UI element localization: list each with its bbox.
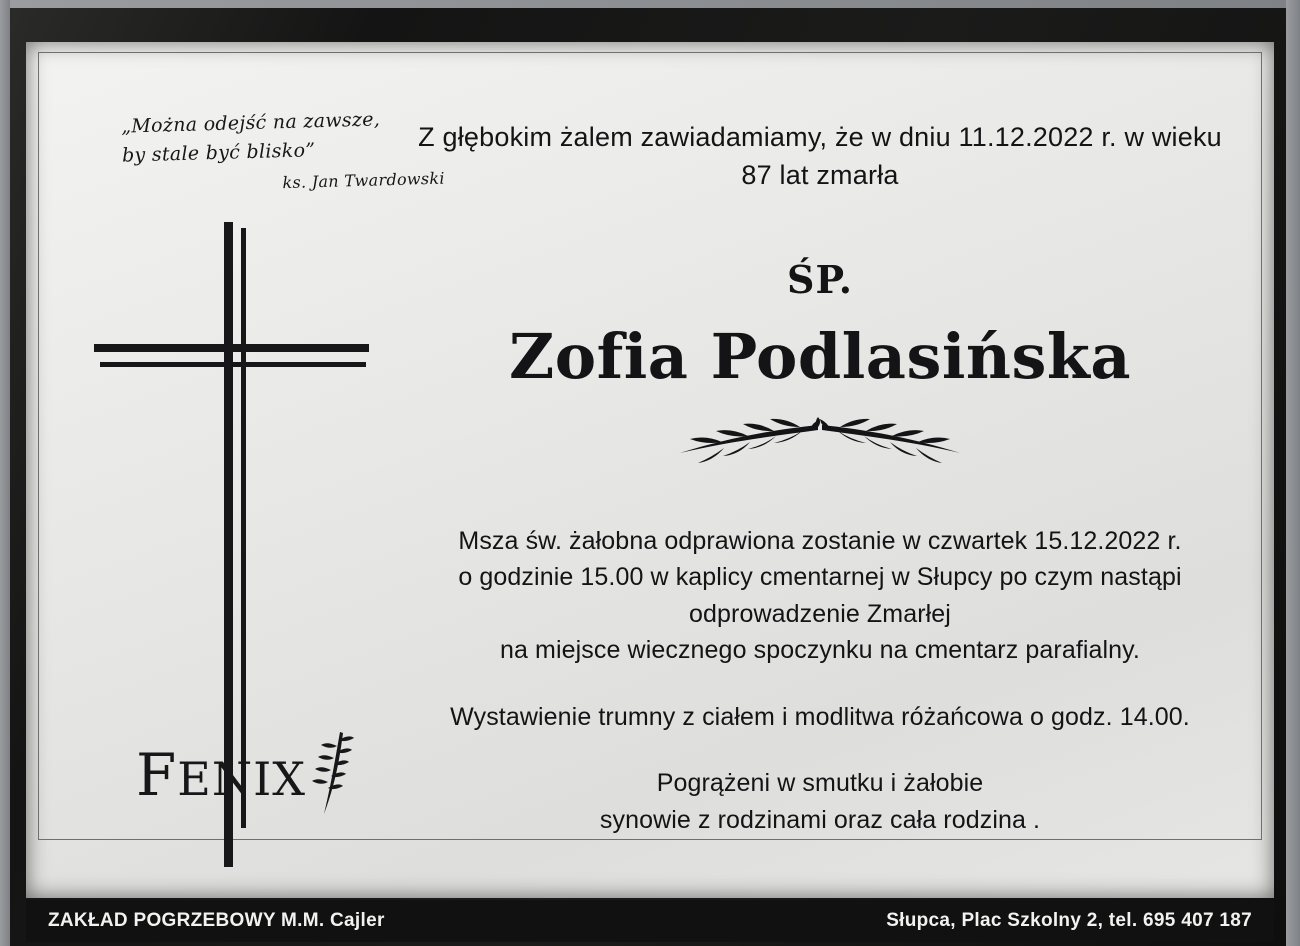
fenix-initial: F xyxy=(136,741,178,809)
intro-paragraph xyxy=(406,118,1234,195)
intro-line-1: Z głębokim żalem zawiadamiamy, xyxy=(418,122,828,152)
service-p1-line-2: o godzinie 15.00 w kaplicy cmentarnej w Słupcy po czym nastąpi xyxy=(458,563,1182,592)
service-p1-line-3: odprowadzenie Zmarłej xyxy=(689,599,951,628)
footer-contact: Słupca, Plac Szkolny 2, tel. 695 407 187 xyxy=(886,910,1252,931)
service-details xyxy=(406,523,1234,839)
service-p2-line-1: Wystawienie trumny z ciałem i modlitwa różańcowa o godz. 14.00. xyxy=(450,702,1190,731)
quote-line-1: „Można odejść na zawsze, xyxy=(120,108,381,138)
service-paragraph-2 xyxy=(406,699,1234,736)
branch-icon xyxy=(310,730,356,816)
honorific: ŚP. xyxy=(787,256,853,302)
cross-horizontal-inner xyxy=(100,362,366,367)
fenix-wordmark xyxy=(136,741,306,809)
cross-vertical-inner xyxy=(241,228,246,828)
service-p3-line-2: synowie z rodzinami oraz cała rodzina . xyxy=(599,805,1041,834)
quote-line-2: by stale być blisko” xyxy=(121,139,316,168)
wall-edge-right xyxy=(1286,0,1300,946)
cross-horizontal-outer xyxy=(94,344,369,352)
fenix-rest: ENIX xyxy=(177,752,306,806)
wall-edge-left xyxy=(0,0,10,946)
wall-edge-top xyxy=(0,0,1300,8)
quotation-block xyxy=(121,103,453,200)
laurel-ornament-icon xyxy=(406,403,1234,473)
footer-company: ZAKŁAD POGRZEBOWY M.M. Cajler xyxy=(48,910,385,931)
service-paragraph-3 xyxy=(406,765,1234,838)
service-paragraph-1 xyxy=(406,523,1234,669)
quote-author: ks. Jan Twardowski xyxy=(282,168,446,193)
service-p1-line-4: na miejsce wiecznego spoczynku na cmentarz parafialny. xyxy=(500,636,1140,665)
announcement-text xyxy=(406,118,1234,838)
intro-line-2: że w dniu 11.12.2022 r. w wieku 87 lat zmarła xyxy=(741,122,1222,191)
service-p1-line-1: Msza św. żałobna odprawiona zostanie w czwartek 15.12.2022 r. xyxy=(458,526,1182,555)
footer-bar xyxy=(26,900,1274,942)
notice-card xyxy=(26,42,1274,898)
deceased-name: Zofia Podlasińska xyxy=(508,319,1132,393)
service-p3-line-1: Pogrążeni w smutku i żałobie xyxy=(656,769,984,798)
fenix-logo xyxy=(136,741,346,826)
